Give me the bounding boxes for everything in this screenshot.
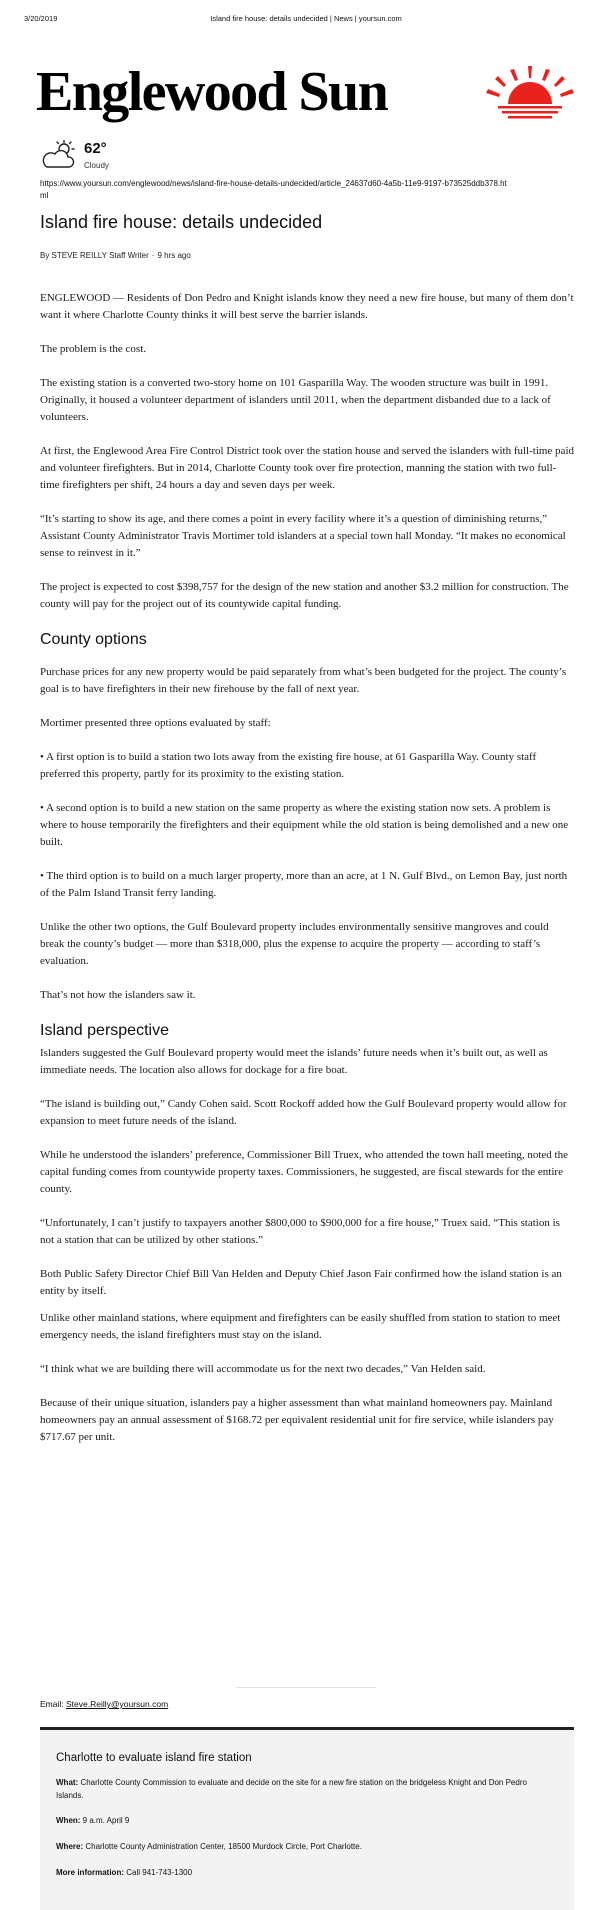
- masthead[interactable]: [36, 56, 576, 128]
- article-body: [40, 290, 574, 1463]
- partly-cloudy-icon: [40, 140, 78, 170]
- print-date: 3/20/2019: [24, 14, 58, 23]
- article-paragraph: While he understood the islanders’ preference, Commissioner Bill Truex, who attended the town hall meeting, noted the capital funding comes from countywide property taxes. Commissioners, he suggested, are fiscal stewards for the entire county.: [40, 1149, 568, 1195]
- section-heading-county-options: County options: [40, 631, 147, 648]
- article-paragraph: The project is expected to cost $398,757 for the design of the new station and another $3.2 million for construction. The county will pay for the project out of its countywide capital funding.: [40, 581, 569, 610]
- byline-separator: ·: [151, 251, 155, 260]
- author-email-line: [40, 1699, 168, 1709]
- article-paragraph: Purchase prices for any new property would be paid separately from what’s been budgeted for the project. The county’s goal is to have firefighters in their new firehouse by the fall of next year.: [40, 666, 567, 695]
- byline: [40, 251, 191, 260]
- byline-time: 9 hrs ago: [157, 251, 191, 260]
- email-label: Email:: [40, 1699, 64, 1709]
- info-more-label: More information:: [56, 1868, 124, 1877]
- weather-temperature: 62°: [84, 140, 107, 157]
- article-paragraph: Mortimer presented three options evaluated by staff:: [40, 717, 271, 729]
- article-paragraph: “It’s starting to show its age, and there comes a point in every facility where it’s a question of diminishing returns,” Assistant County Administrator Travis Mortimer told islanders at a special town hall Monday. “It makes no economical sense to reinvest in it.”: [40, 513, 566, 559]
- article-paragraph: That’s not how the islanders saw it.: [40, 989, 196, 1001]
- article-paragraph: Because of their unique situation, islanders pay a higher assessment than what mainland homeowners pay. Mainland homeowners pay an annual assessment of $168.72 per equivalent residential unit for fire service, while islanders pay $717.67 per unit.: [40, 1397, 554, 1443]
- article-paragraph: At first, the Englewood Area Fire Control District took over the station house and served the islanders with full-time paid and volunteer firefighters. But in 2014, Charlotte County took over fire protection, manning the station with two full-time firefighters per shift, 24 hours a day and seven days per week.: [40, 445, 574, 491]
- info-more-value: Call 941-743-1300: [126, 1868, 193, 1877]
- article-paragraph: ENGLEWOOD — Residents of Don Pedro and Knight islands know they need a new fire house, but many of them don’t want it where Charlotte County thinks it will best serve the barrier islands.: [40, 292, 574, 321]
- article-paragraph: Islanders suggested the Gulf Boulevard property would meet the islands’ future needs when it’s built out, as well as immediate needs. The location also allows for dockage for a fire boat.: [40, 1047, 548, 1076]
- info-where: [56, 1840, 546, 1853]
- masthead-logo-text[interactable]: Englewood Sun: [36, 61, 388, 123]
- article-headline: Island fire house: details undecided: [40, 212, 323, 232]
- print-header: [0, 14, 612, 28]
- article-paragraph: Both Public Safety Director Chief Bill Van Helden and Deputy Chief Jason Fair confirmed how the island station is an entity by itself.: [40, 1268, 562, 1297]
- info-when-label: When:: [56, 1816, 81, 1825]
- article-bullet-paragraph: • A first option is to build a station two lots away from the existing fire house, at 61 Gasparilla Way. County staff preferred this property, partly for its proximity to the existing station.: [40, 751, 537, 780]
- weather-condition: Cloudy: [84, 161, 109, 170]
- info-box-title: Charlotte to evaluate island fire station: [56, 1752, 252, 1764]
- article-paragraph: The existing station is a converted two-story home on 101 Gasparilla Way. The wooden structure was built in 1991. Originally, it housed a volunteer department of islanders until 2011, when the department disbanded due to a lack of volunteers.: [40, 377, 551, 423]
- info-what: [56, 1776, 546, 1802]
- article-paragraph: Unlike other mainland stations, where equipment and firefighters can be easily shuffled from station to station to meet emergency needs, the island firefighters must stay on the island.: [40, 1312, 561, 1341]
- info-where-label: Where:: [56, 1842, 84, 1851]
- section-divider: [236, 1687, 376, 1688]
- article-bullet-paragraph: • A second option is to build a new station on the same property as where the existing station now sets. A problem is where to house temporarily the firefighters and their equipment while the old station is being demolished and a new one built.: [40, 802, 569, 848]
- info-more: [56, 1866, 546, 1879]
- event-info-box: [40, 1727, 574, 1910]
- article-paragraph: “Unfortunately, I can’t justify to taxpayers another $800,000 to $900,000 for a fire house,” Truex said. “This station is not a station that can be utilized by other stations.”: [40, 1217, 560, 1246]
- info-where-value: Charlotte County Administration Center, 18500 Murdock Circle, Port Charlotte.: [85, 1842, 362, 1851]
- info-what-label: What:: [56, 1778, 79, 1787]
- section-heading-island-perspective: Island perspective: [40, 1022, 169, 1039]
- info-what-value: Charlotte County Commission to evaluate and decide on the site for a new fire station on the bridgeless Knight and Don Pedro Islands.: [56, 1778, 527, 1800]
- author-email-link[interactable]: Steve.Reilly@yoursun.com: [66, 1699, 169, 1709]
- article-paragraph: “The island is building out,” Candy Cohen said. Scott Rockoff added how the Gulf Boulevard property would allow for expansion to meet future needs of the island.: [40, 1098, 567, 1127]
- article-paragraph: “I think what we are building there will accommodate us for the next two decades,” Van Helden said.: [40, 1363, 486, 1375]
- byline-author[interactable]: By STEVE REILLY Staff Writer: [40, 251, 149, 260]
- article-paragraph: Unlike the other two options, the Gulf Boulevard property includes environmentally sensitive mangroves and could break the county’s budget — more than $318,000, plus the expense to acquire the property — according to staff’s evaluation.: [40, 921, 549, 967]
- sun-logo-icon: [484, 64, 576, 120]
- info-when: [56, 1814, 546, 1827]
- article-url[interactable]: https://www.yoursun.com/englewood/news/island-fire-house-details-undecided/article_24637d60-4a5b-11e9-9197-b73525ddb378.html: [40, 179, 507, 200]
- article-paragraph: The problem is the cost.: [40, 343, 147, 355]
- print-page-title: Island fire house: details undecided | News | yoursun.com: [210, 14, 402, 23]
- info-when-value: 9 a.m. April 9: [82, 1816, 130, 1825]
- article-bullet-paragraph: • The third option is to build on a much larger property, more than an acre, at 1 N. Gulf Blvd., on Lemon Bay, just north of the Palm Island Transit ferry landing.: [40, 870, 568, 899]
